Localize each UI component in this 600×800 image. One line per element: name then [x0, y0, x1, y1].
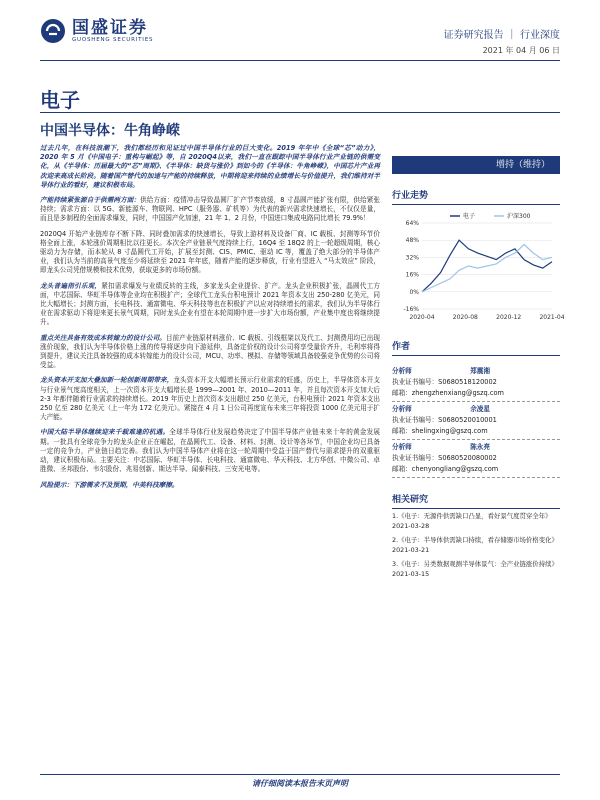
paragraph-text: 目前产业链原材料涨价、IC 载板、引线框架以及代工、封测费用均已出现涨价现象，我们认为半导体价格上涨的传导将逐步向下游延伸，具备定价权的设计公司将享受量价齐升，毛利率将得到提升，建议关注具备较强的成本转嫁能力的设计公司，MCU、功率、模拟、存储等领域具备较强竞争优势的公司将受益。 — [40, 333, 380, 370]
body-paragraph — [40, 428, 380, 474]
related-report[interactable] — [392, 535, 560, 555]
y-tick-label: 64% — [405, 220, 419, 227]
paragraph-lead: 过去几年，在科技浪潮下，我们都经历和见证过中国半导体行业的巨大变化。2019 年年中《全球“芯”动力》，2020 年 5 月《中国电子：重构与崛起》等，自 2020Q4以来，我们一直在跟踪中国半导体行业产业链的供需变化，从《半导体：历届最大的“芯”周期》、《半导体：缺货与涨价》到如今的《半导体：牛角峥嵘》，中国芯片产业再次迎来高成长阶段。随着国产替代的加速与产能的持续释放，中期将迎来持续的业绩增长与价值提升，我们维持对半导体行业的看好，建议积极布局。 — [40, 144, 380, 189]
trend-chart-svg — [392, 209, 565, 325]
analyst-name-row — [392, 366, 560, 377]
body-paragraph — [40, 144, 380, 190]
header-divider — [40, 60, 560, 61]
paragraph-lead: 产能持续紧张源自于供需两方面： — [40, 196, 141, 205]
logo-mark-icon — [40, 18, 66, 44]
paragraph-lead: 中国大陆半导体继续迎来千载难逢的机遇。 — [40, 428, 170, 437]
body-paragraph — [40, 196, 380, 224]
x-tick-label: 2020-12 — [496, 314, 522, 321]
analyst-email[interactable]: 邮箱：chenyongliang@gszq.com — [392, 465, 499, 473]
y-tick-label: 0% — [409, 288, 419, 296]
sidebar — [392, 156, 565, 583]
analyst-cert: 执业证书编号：S0680520080002 — [392, 454, 497, 462]
x-tick-label: 2020-04 — [409, 314, 435, 321]
related-report[interactable] — [392, 559, 560, 579]
related-list — [392, 511, 560, 579]
analyst-name-row — [392, 404, 560, 415]
related-report[interactable] — [392, 511, 560, 531]
analyst-cert: 执业证书编号：S0680520010001 — [392, 416, 497, 424]
analyst-entry — [392, 442, 560, 478]
analysts-title: 作者 — [392, 339, 560, 356]
paragraph-text: 下游需求不及预期，中美科技摩擦。 — [72, 480, 179, 489]
paragraph-lead: 风险提示： — [40, 480, 73, 489]
body-paragraph — [40, 230, 380, 276]
analyst-entry — [392, 404, 560, 440]
footer-note: 请仔细阅读本报告末页声明 — [252, 779, 348, 788]
paragraph-text: 全球半导体行业发展趋势决定了中国半导体产业链未来十年的黄金发展期。一批具有全球竞争力的龙头企业正在崛起，在晶圆代工、设备、材料、封测、设计等各环节，中国企业均已具备一定的竞争力，产业链日趋完善。我们认为中国半导体产业将在这一轮周期中受益于国产替代与需求提升的双重驱动，建议积极布局。主要关注：中芯国际、华虹半导体、长电科技、通富微电、华天科技、北方华创、中微公司、卓胜微、圣邦股份、韦尔股份、兆易创新、斯达半导、闻泰科技、三安光电等。 — [40, 428, 381, 474]
paragraph-lead: 龙头资本开支加大叠加新一轮创新周期带来， — [40, 376, 174, 385]
analyst-name-row — [392, 442, 560, 453]
y-tick-label: 16% — [405, 271, 419, 279]
legend-label: 沪深300 — [507, 213, 531, 220]
analyst-email[interactable]: 邮箱：zhengzhenxiang@gszq.com — [392, 389, 504, 397]
legend-label: 电子 — [463, 213, 476, 220]
analyst-separator — [392, 477, 560, 478]
title-divider — [40, 112, 560, 113]
main-body — [40, 144, 380, 496]
related-report-date: 2021-03-28 — [392, 522, 430, 530]
report-type: 证券研究报告 ｜ 行业深度 — [443, 30, 560, 41]
related-report-date: 2021-03-21 — [392, 546, 430, 554]
y-tick-label: -16% — [403, 306, 419, 313]
body-paragraph — [40, 282, 380, 328]
analyst-entry — [392, 366, 560, 402]
analyst-email[interactable]: 邮箱：shelingxing@gszq.com — [392, 427, 488, 435]
logo-en-text: GUOSHENG SECURITIES — [72, 37, 154, 43]
paragraph-lead: 龙头普遍指引乐观， — [40, 281, 102, 290]
analyst-cert: 执业证书编号：S0680518120002 — [392, 378, 497, 386]
analyst-separator — [392, 401, 560, 402]
body-paragraph — [40, 376, 380, 422]
report-title: 中国半导体：牛角峥嵘 — [40, 123, 180, 139]
series-line-1 — [422, 245, 552, 292]
footer-divider — [40, 774, 560, 775]
trend-chart — [392, 209, 565, 325]
x-tick-label: 2021-04 — [539, 314, 565, 321]
analyst-role: 分析师 — [392, 405, 412, 413]
related-report-title: 2.《电子：半导体供需缺口持续，看存储器市场价格变化》 — [392, 536, 558, 544]
related-report-title: 3.《电子：另类数据观测半导体景气：全产业链涨价持续》 — [392, 560, 558, 568]
paragraph-lead: 重点关注具备有效成本转嫁力的设计公司。 — [40, 333, 166, 342]
analyst-role: 分析师 — [392, 443, 412, 451]
body-paragraph — [40, 481, 380, 490]
analyst-name: 郑震湘 — [470, 367, 490, 375]
report-date: 2021 年 04 月 06 日 — [482, 46, 560, 55]
related-report-title: 1.《电子：无源件供需缺口凸显，看好景气度贯穿全年》 — [392, 512, 552, 520]
paragraph-text: 龙头资本开支大幅增长预示行业需求的旺盛，历史上，半导体资本开支与行业景气度高度相关，上一次资本开支大幅增长是 1999—2001 年、2010—2011 年，并且每次资本开支加大后 2-3 年都伴随着行业需求的持续增长。2019 年历史上首次资本支出超过 250 亿美元，台积电预计 2021 年资本支出 250 亿至 280 亿美元（上一年为 172 亿美元）。紧接在 4 月 1 日公司再度宣布未来三年将投资 1000 亿美元用于扩大产能。 — [40, 376, 381, 422]
analyst-separator — [392, 439, 560, 440]
y-tick-label: 32% — [405, 254, 419, 262]
company-logo — [40, 18, 153, 44]
paragraph-text: 供给方面：疫情冲击导致晶圆厂扩产节奏放缓，8 寸晶圆产能扩张有限，供给紧张持续；需求方面：以 5G、新能源车、物联网、HPC（服务器、矿机等）为代表的新兴需求快速增长，不仅仅是量，而且是多制程的全面需求爆发，同时，中国国产化加速，21 年 1、2 月份，中国进口集成电路同比增长 79.9%！ — [40, 196, 381, 223]
analyst-role: 分析师 — [392, 367, 412, 375]
related-report-date: 2021-03-15 — [392, 570, 430, 578]
industry-name: 电子 — [40, 88, 80, 112]
paragraph-text: 紧扣需求爆发与业绩反转的主线，多家龙头企业提价、扩产。龙头企业积极扩张，晶圆代工方面，中芯国际、华虹半导体等企业均在积极扩产；全球代工龙头台积电预计 2021 年资本支出 250-280 亿美元，同比大幅增长；封测方面，长电科技、通富微电、华天科技等也在积极扩产以应对持续增长的需求，我们认为半导体行业在需求驱动下将迎来更长景气周期，同时龙头企业有望在本轮周期中进一步扩大市场份额，产业集中度也将继续提升。 — [40, 281, 381, 327]
rating-badge: 增持（维持） — [392, 156, 560, 174]
trend-title: 行业走势 — [392, 188, 560, 205]
analyst-name: 陈永亮 — [470, 443, 490, 451]
logo-cn-text: 国盛证券 — [72, 18, 148, 38]
paragraph-text: 2020Q4 开始产业链库存不断下降、同时叠加需求的快速增长，导致上游材料及设备厂商、IC 载板、封测等环节价格全面上涨，本轮涨价周期相比以往更长。本次全产业链景气度持续上行，16Q4 至 18Q2 的上一轮超级周期，核心驱动力为存储，而本轮从 8 寸晶圆代工开始，扩展至封测、CIS、PMIC、驱动 IC 等，覆盖了绝大部分的半导体产业，我们认为当前的高景气度至少将延续至 2021 年年底，随着产能的逐步释放，行业有望进入 “马太效应” 阶段，即龙头公司凭借规模和技术优势，获取更多的市场份额。 — [40, 229, 380, 275]
analyst-name: 佘凌星 — [470, 405, 490, 413]
x-tick-label: 2020-08 — [452, 314, 478, 321]
related-title: 相关研究 — [392, 492, 560, 509]
y-tick-label: 48% — [405, 237, 419, 245]
analyst-list — [392, 366, 560, 478]
body-paragraph — [40, 334, 380, 371]
